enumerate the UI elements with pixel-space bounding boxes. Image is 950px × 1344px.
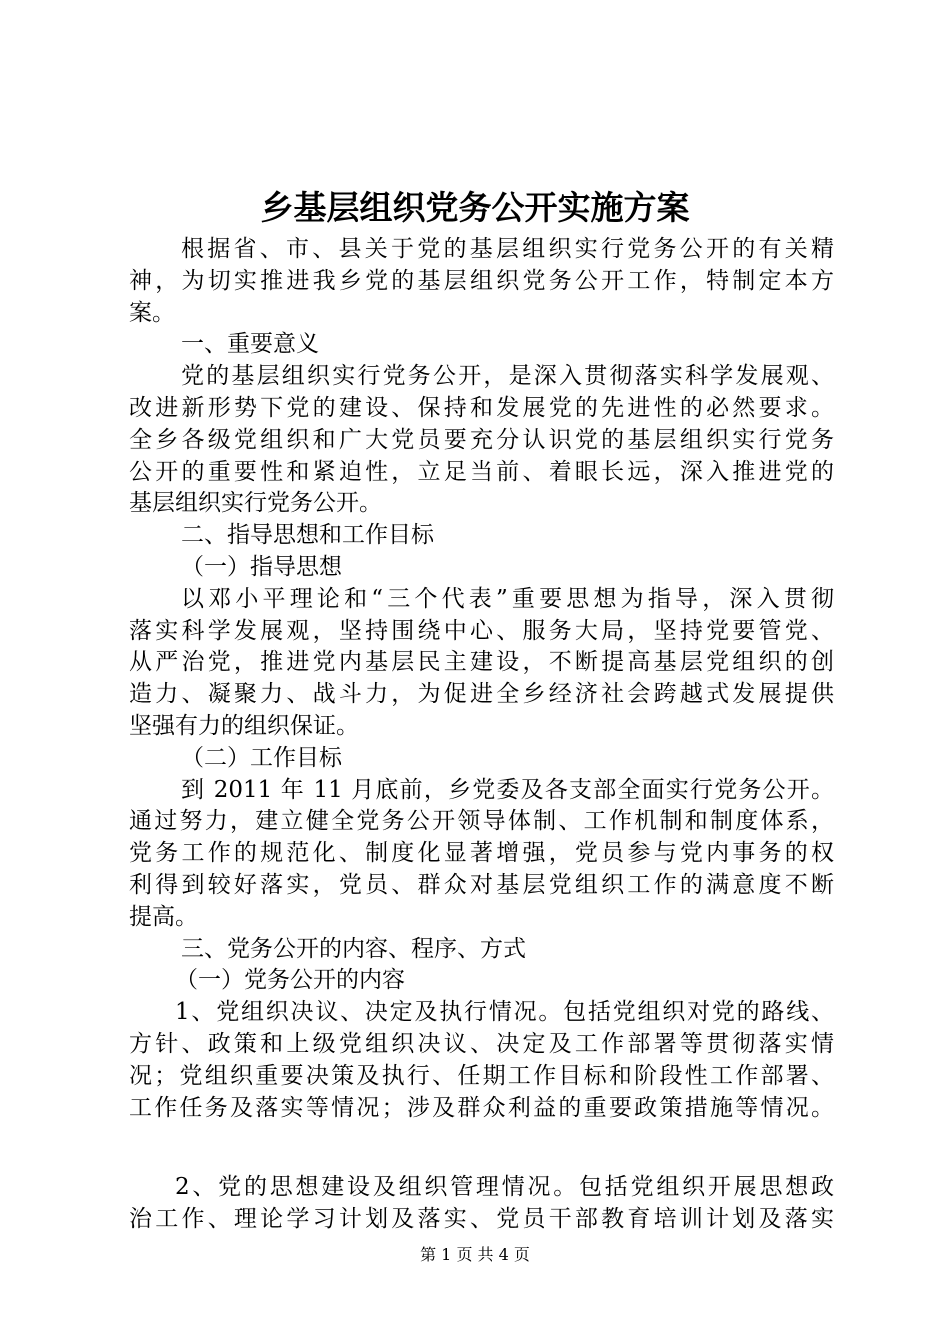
paragraph-line: 坚强有力的组织保证。 bbox=[129, 712, 359, 739]
paragraph-line: 落实科学发展观，坚持围绕中心、服务大局，坚持党要管党、 bbox=[129, 617, 834, 644]
paragraph-line: 改进新形势下党的建设、保持和发展党的先进性的必然要求。 bbox=[129, 394, 834, 421]
paragraph-line: 以邓小平理论和“三个代表”重要思想为指导，深入贯彻 bbox=[181, 585, 834, 612]
paragraph-line: 二、指导思想和工作目标 bbox=[181, 522, 434, 549]
paragraph-line: 提高。 bbox=[129, 903, 198, 930]
paragraph-line: 神，为切实推进我乡党的基层组织党务公开工作，特制定本方 bbox=[129, 267, 834, 294]
paragraph-line: 况；党组织重要决策及执行、任期工作目标和阶段性工作部署、 bbox=[129, 1062, 834, 1089]
paragraph-line: 基层组织实行党务公开。 bbox=[129, 490, 382, 517]
paragraph-line: 一、重要意义 bbox=[181, 331, 319, 358]
document-title: 乡基层组织党务公开实施方案 bbox=[260, 188, 690, 227]
document-body bbox=[129, 234, 834, 1236]
paragraph-line: （一）党务公开的内容 bbox=[175, 967, 405, 994]
paragraph-line: 利得到较好落实，党员、群众对基层党组织工作的满意度不断 bbox=[129, 871, 834, 898]
paragraph-line: 2、党的思想建设及组织管理情况。包括党组织开展思想政 bbox=[175, 1174, 834, 1201]
paragraph-line: 1、党组织决议、决定及执行情况。包括党组织对党的路线、 bbox=[175, 999, 834, 1026]
paragraph-line: 治工作、理论学习计划及落实、党员干部教育培训计划及落实 bbox=[129, 1206, 834, 1233]
paragraph-line: 到 2011 年 11 月底前，乡党委及各支部全面实行党务公开。 bbox=[181, 776, 834, 803]
paragraph-line: 三、党务公开的内容、程序、方式 bbox=[181, 935, 526, 962]
paragraph-line: （二）工作目标 bbox=[181, 744, 342, 771]
paragraph-line: 通过努力，建立健全党务公开领导体制、工作机制和制度体系， bbox=[129, 808, 834, 835]
paragraph-line: 全乡各级党组织和广大党员要充分认识党的基层组织实行党务 bbox=[129, 426, 834, 453]
paragraph-line: （一）指导思想 bbox=[181, 553, 342, 580]
paragraph-line: 党的基层组织实行党务公开，是深入贯彻落实科学发展观、 bbox=[181, 363, 834, 390]
paragraph-line: 案。 bbox=[129, 299, 175, 326]
paragraph-line: 从严治党，推进党内基层民主建设，不断提高基层党组织的创 bbox=[129, 649, 834, 676]
paragraph-line: 造力、凝聚力、战斗力，为促进全乡经济社会跨越式发展提供 bbox=[129, 681, 834, 708]
blank-line bbox=[129, 1124, 834, 1172]
paragraph-line: 党务工作的规范化、制度化显著增强，党员参与党内事务的权 bbox=[129, 840, 834, 867]
page-footer: 第 1 页 共 4 页 bbox=[420, 1245, 530, 1264]
paragraph-line: 公开的重要性和紧迫性，立足当前、着眼长远，深入推进党的 bbox=[129, 458, 834, 485]
paragraph-line: 工作任务及落实等情况；涉及群众利益的重要政策措施等情况。 bbox=[129, 1094, 834, 1121]
paragraph-line: 方针、政策和上级党组织决议、决定及工作部署等贯彻落实情 bbox=[129, 1030, 834, 1057]
paragraph-line: 根据省、市、县关于党的基层组织实行党务公开的有关精 bbox=[181, 236, 834, 262]
